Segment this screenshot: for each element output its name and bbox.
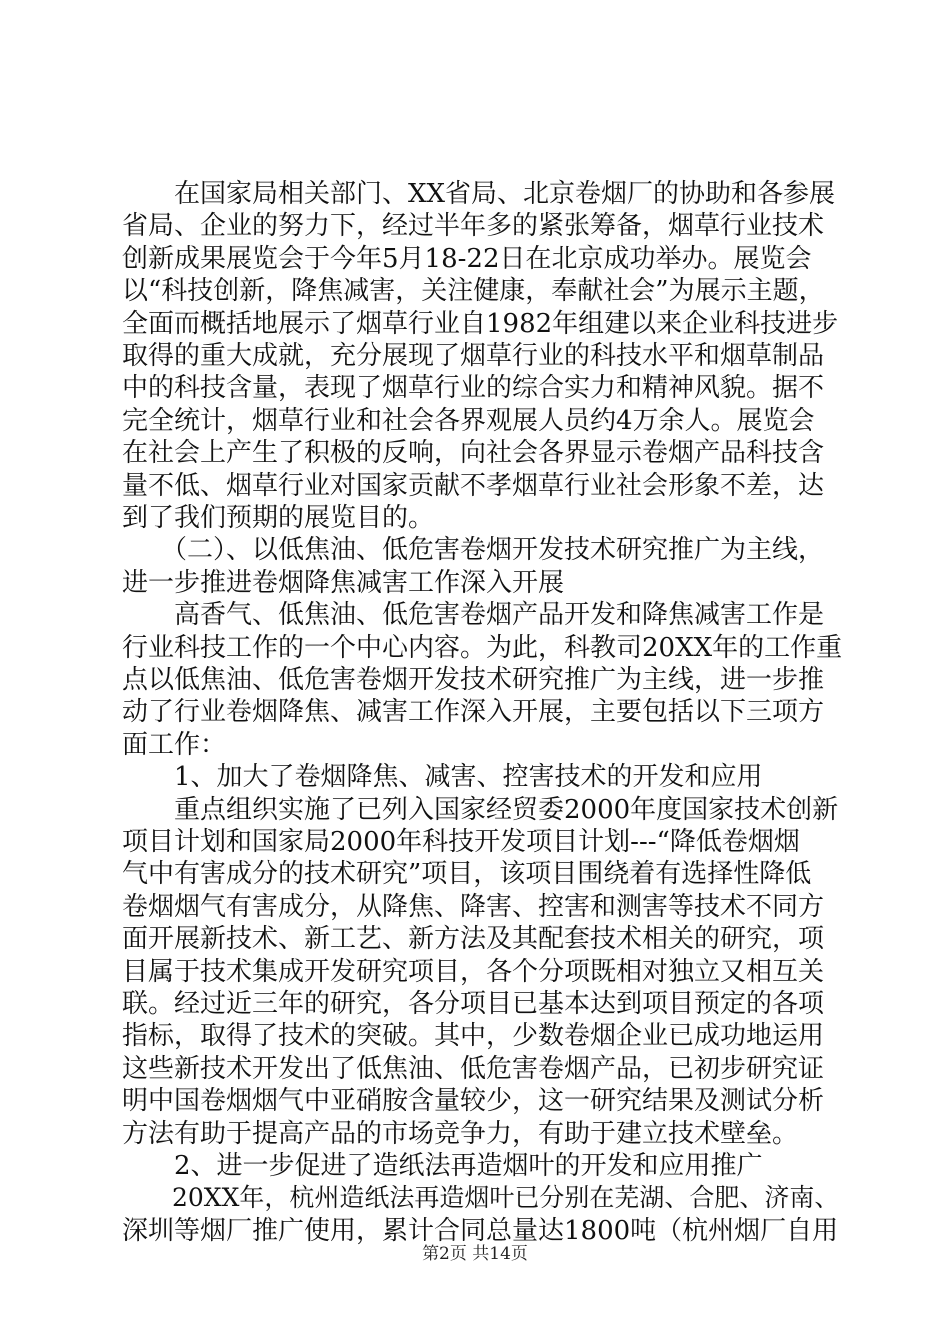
text-line: 全面而概括地展示了烟草行业自1982年组建以来企业科技进步 xyxy=(122,308,839,339)
text-line: 面开展新技术、新工艺、新方法及其配套技术相关的研究，项 xyxy=(122,924,825,955)
text-line: 点以低焦油、低危害卷烟开发技术研究推广为主线，进一步推 xyxy=(122,665,825,695)
text-line: 在国家局相关部门、XX省局、北京卷烟厂的协助和各参展 xyxy=(122,179,836,209)
text-line: 高香气、低焦油、低危害卷烟产品开发和降焦减害工作是 xyxy=(122,600,825,631)
text-line: 卷烟烟气有害成分，从降焦、降害、控害和测害等技术不同方 xyxy=(122,891,825,922)
text-line: 指标，取得了技术的突破。其中，少数卷烟企业已成功地运用 xyxy=(122,1021,825,1052)
text-line: 动了行业卷烟降焦、减害工作深入开展，主要包括以下三项方 xyxy=(122,697,825,728)
page-footer: 第2页 共14页 xyxy=(422,1244,528,1264)
text-line: 目属于技术集成开发研究项目，各个分项既相对独立又相互关 xyxy=(122,956,825,987)
text-line: 深圳等烟厂推广使用，累计合同总量达1800吨（杭州烟厂自用 xyxy=(122,1215,839,1246)
text-line: 以“科技创新，降焦减害，关注健康，奉献社会”为展示主题， xyxy=(122,276,825,307)
text-line: 1、加大了卷烟降焦、减害、控害技术的开发和应用 xyxy=(122,762,763,793)
text-line: 到了我们预期的展览目的。 xyxy=(122,503,435,533)
text-line: 行业科技工作的一个中心内容。为此，科教司20XX年的工作重 xyxy=(122,632,843,663)
text-line: 这些新技术开发出了低焦油、低危害卷烟产品，已初步研究证 xyxy=(122,1053,825,1084)
text-line: 方法有助于提高产品的市场竞争力，有助于建立技术壁垒。 xyxy=(122,1118,799,1149)
text-line: 完全统计，烟草行业和社会各界观展人员约4万余人。展览会 xyxy=(122,405,815,436)
text-line: （二）、以低焦油、低危害卷烟开发技术研究推广为主线， xyxy=(122,535,825,566)
text-line: 明中国卷烟烟气中亚硝胺含量较少，这一研究结果及测试分析 xyxy=(122,1086,825,1117)
text-line: 20XX年，杭州造纸法再造烟叶已分别在芜湖、合肥、济南、 xyxy=(122,1183,840,1213)
text-line: 进一步推进卷烟降焦减害工作深入开展 xyxy=(122,567,565,598)
text-line: 项目计划和国家局2000年科技开发项目计划---“降低卷烟烟 xyxy=(122,827,800,857)
text-line: 面工作： xyxy=(122,729,227,760)
text-line: 联。经过近三年的研究，各分项目已基本达到项目预定的各项 xyxy=(122,989,825,1019)
text-line: 气中有害成分的技术研究”项目，该项目围绕着有选择性降低 xyxy=(122,859,812,890)
text-line: 创新成果展览会于今年5月18-22日在北京成功举办。展览会 xyxy=(122,243,812,274)
text-line: 中的科技含量，表现了烟草行业的综合实力和精神风貌。据不 xyxy=(122,373,825,404)
text-line: 重点组织实施了已列入国家经贸委2000年度国家技术创新 xyxy=(122,794,839,825)
text-line: 2、进一步促进了造纸法再造烟叶的开发和应用推广 xyxy=(122,1151,763,1181)
text-line: 在社会上产生了积极的反响，向社会各界显示卷烟产品科技含 xyxy=(122,438,825,469)
text-line: 省局、企业的努力下，经过半年多的紧张筹备，烟草行业技术 xyxy=(122,211,825,242)
text-line: 量不低、烟草行业对国家贡献不孝烟草行业社会形象不差，达 xyxy=(122,470,825,501)
text-line: 取得的重大成就，充分展现了烟草行业的科技水平和烟草制品 xyxy=(122,341,825,371)
